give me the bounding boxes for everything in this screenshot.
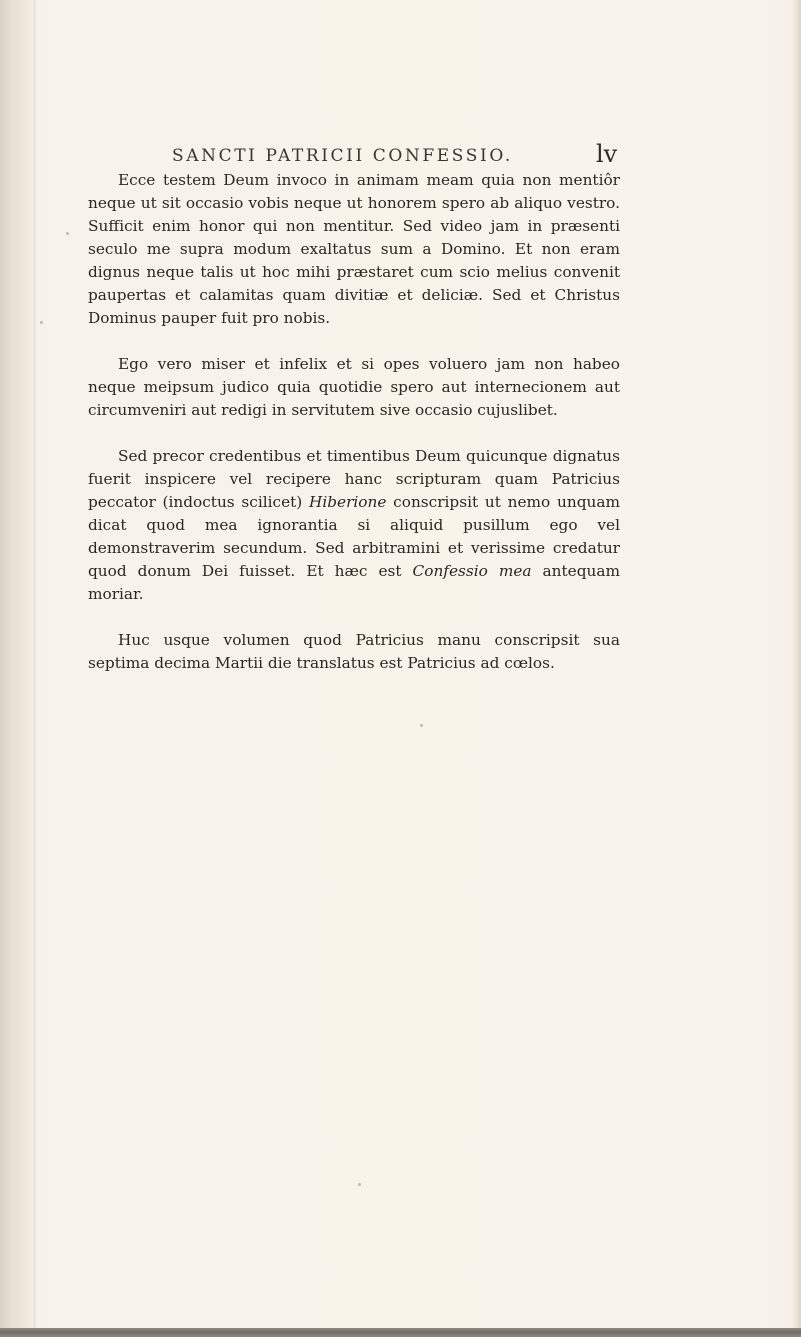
paper-speck — [40, 321, 43, 324]
italic-place-name: Hiberione — [309, 493, 387, 511]
body-text — [88, 169, 620, 675]
italic-title: Confessio mea — [412, 562, 532, 580]
paragraph-3-text-c: antequam moriar. — [88, 562, 620, 603]
paragraph-3 — [88, 445, 620, 606]
page-right-edge — [793, 0, 801, 1337]
page-number: lv — [596, 140, 618, 168]
paper-speck — [358, 1183, 361, 1186]
paragraph-3-text-a: Sed precor credentibus et timentibus Deum quicunque dignatus fuerit inspicere vel recipere hanc scripturam quam Patricius peccator (indoctus scilicet) — [88, 447, 620, 511]
paragraph-3-text-b: conscripsit ut nemo unquam dicat quod mea ignorantia si aliquid pusillum ego vel demonstraverim secundum. Sed arbitramini et verissime credatur quod donum Dei fuisset. Et hæc est — [88, 493, 620, 580]
paper-speck — [66, 232, 69, 235]
binding-gutter-line — [34, 0, 35, 1337]
paragraph-1: Ecce testem Deum invoco in animam meam quia non mentiôr neque ut sit occasio vobis neque ut honorem spero ab aliquo vestro. Sufficit enim honor qui non mentitur. Sed video jam in præsenti seculo me supra modum exaltatus sum a Domino. Et non eram dignus neque talis ut hoc mihi præstaret cum scio melius convenit paupertas et calamitas quam divitiæ et deliciæ. Sed et Christus Dominus pauper fuit pro nobis. — [88, 171, 620, 327]
running-head: SANCTI PATRICII CONFESSIO. — [172, 146, 513, 166]
page-bottom-shadow — [0, 1328, 801, 1337]
paragraph-4: Huc usque volumen quod Patricius manu conscripsit sua septima decima Martii die translatus est Patricius ad cœlos. — [88, 631, 620, 672]
paper-speck — [420, 724, 423, 727]
paragraph-2: Ego vero miser et infelix et si opes voluero jam non habeo neque meipsum judico quia quotidie spero aut internecionem aut circumveniri aut redigi in servitutem sive occasio cujuslibet. — [88, 355, 620, 419]
